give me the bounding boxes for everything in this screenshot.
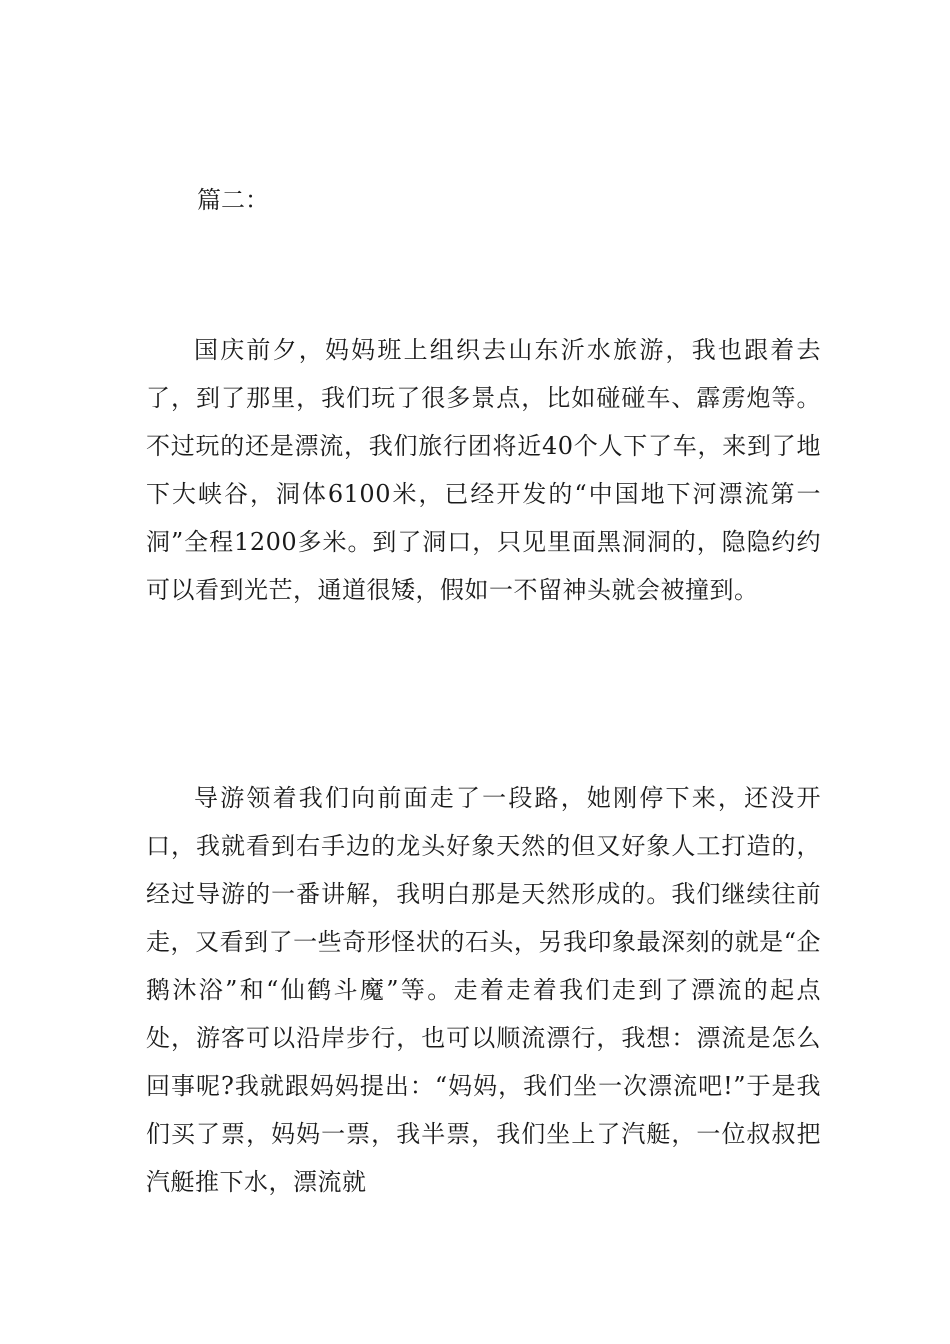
section-heading: 篇二： (197, 186, 269, 214)
paragraph-1: 国庆前夕，妈妈班上组织去山东沂水旅游，我也跟着去了，到了那里，我们玩了很多景点，比如碰碰车、霹雳炮等。不过玩的还是漂流，我们旅行团将近40个人下了车，来到了地下大峡谷，洞体6100米，已经开发的“中国地下河漂流第一洞”全程1200多米。到了洞口，只见里面黑洞洞的，隐隐约约可以看到光芒，通道很矮，假如一不留神头就会被撞到。 (146, 336, 821, 604)
paragraph-2: 导游领着我们向前面走了一段路，她刚停下来，还没开口，我就看到右手边的龙头好象天然的但又好象人工打造的，经过导游的一番讲解，我明白那是天然形成的。我们继续往前走，又看到了一些奇形怪状的石头，另我印象最深刻的就是“企鹅沐浴”和“仙鹤斗魔”等。走着走着我们走到了漂流的起点处，游客可以沿岸步行，也可以顺流漂行，我想：漂流是怎么回事呢?我就跟妈妈提出：“妈妈，我们坐一次漂流吧!”于是我们买了票，妈妈一票，我半票，我们坐上了汽艇，一位叔叔把汽艇推下水，漂流就 (146, 784, 821, 1196)
